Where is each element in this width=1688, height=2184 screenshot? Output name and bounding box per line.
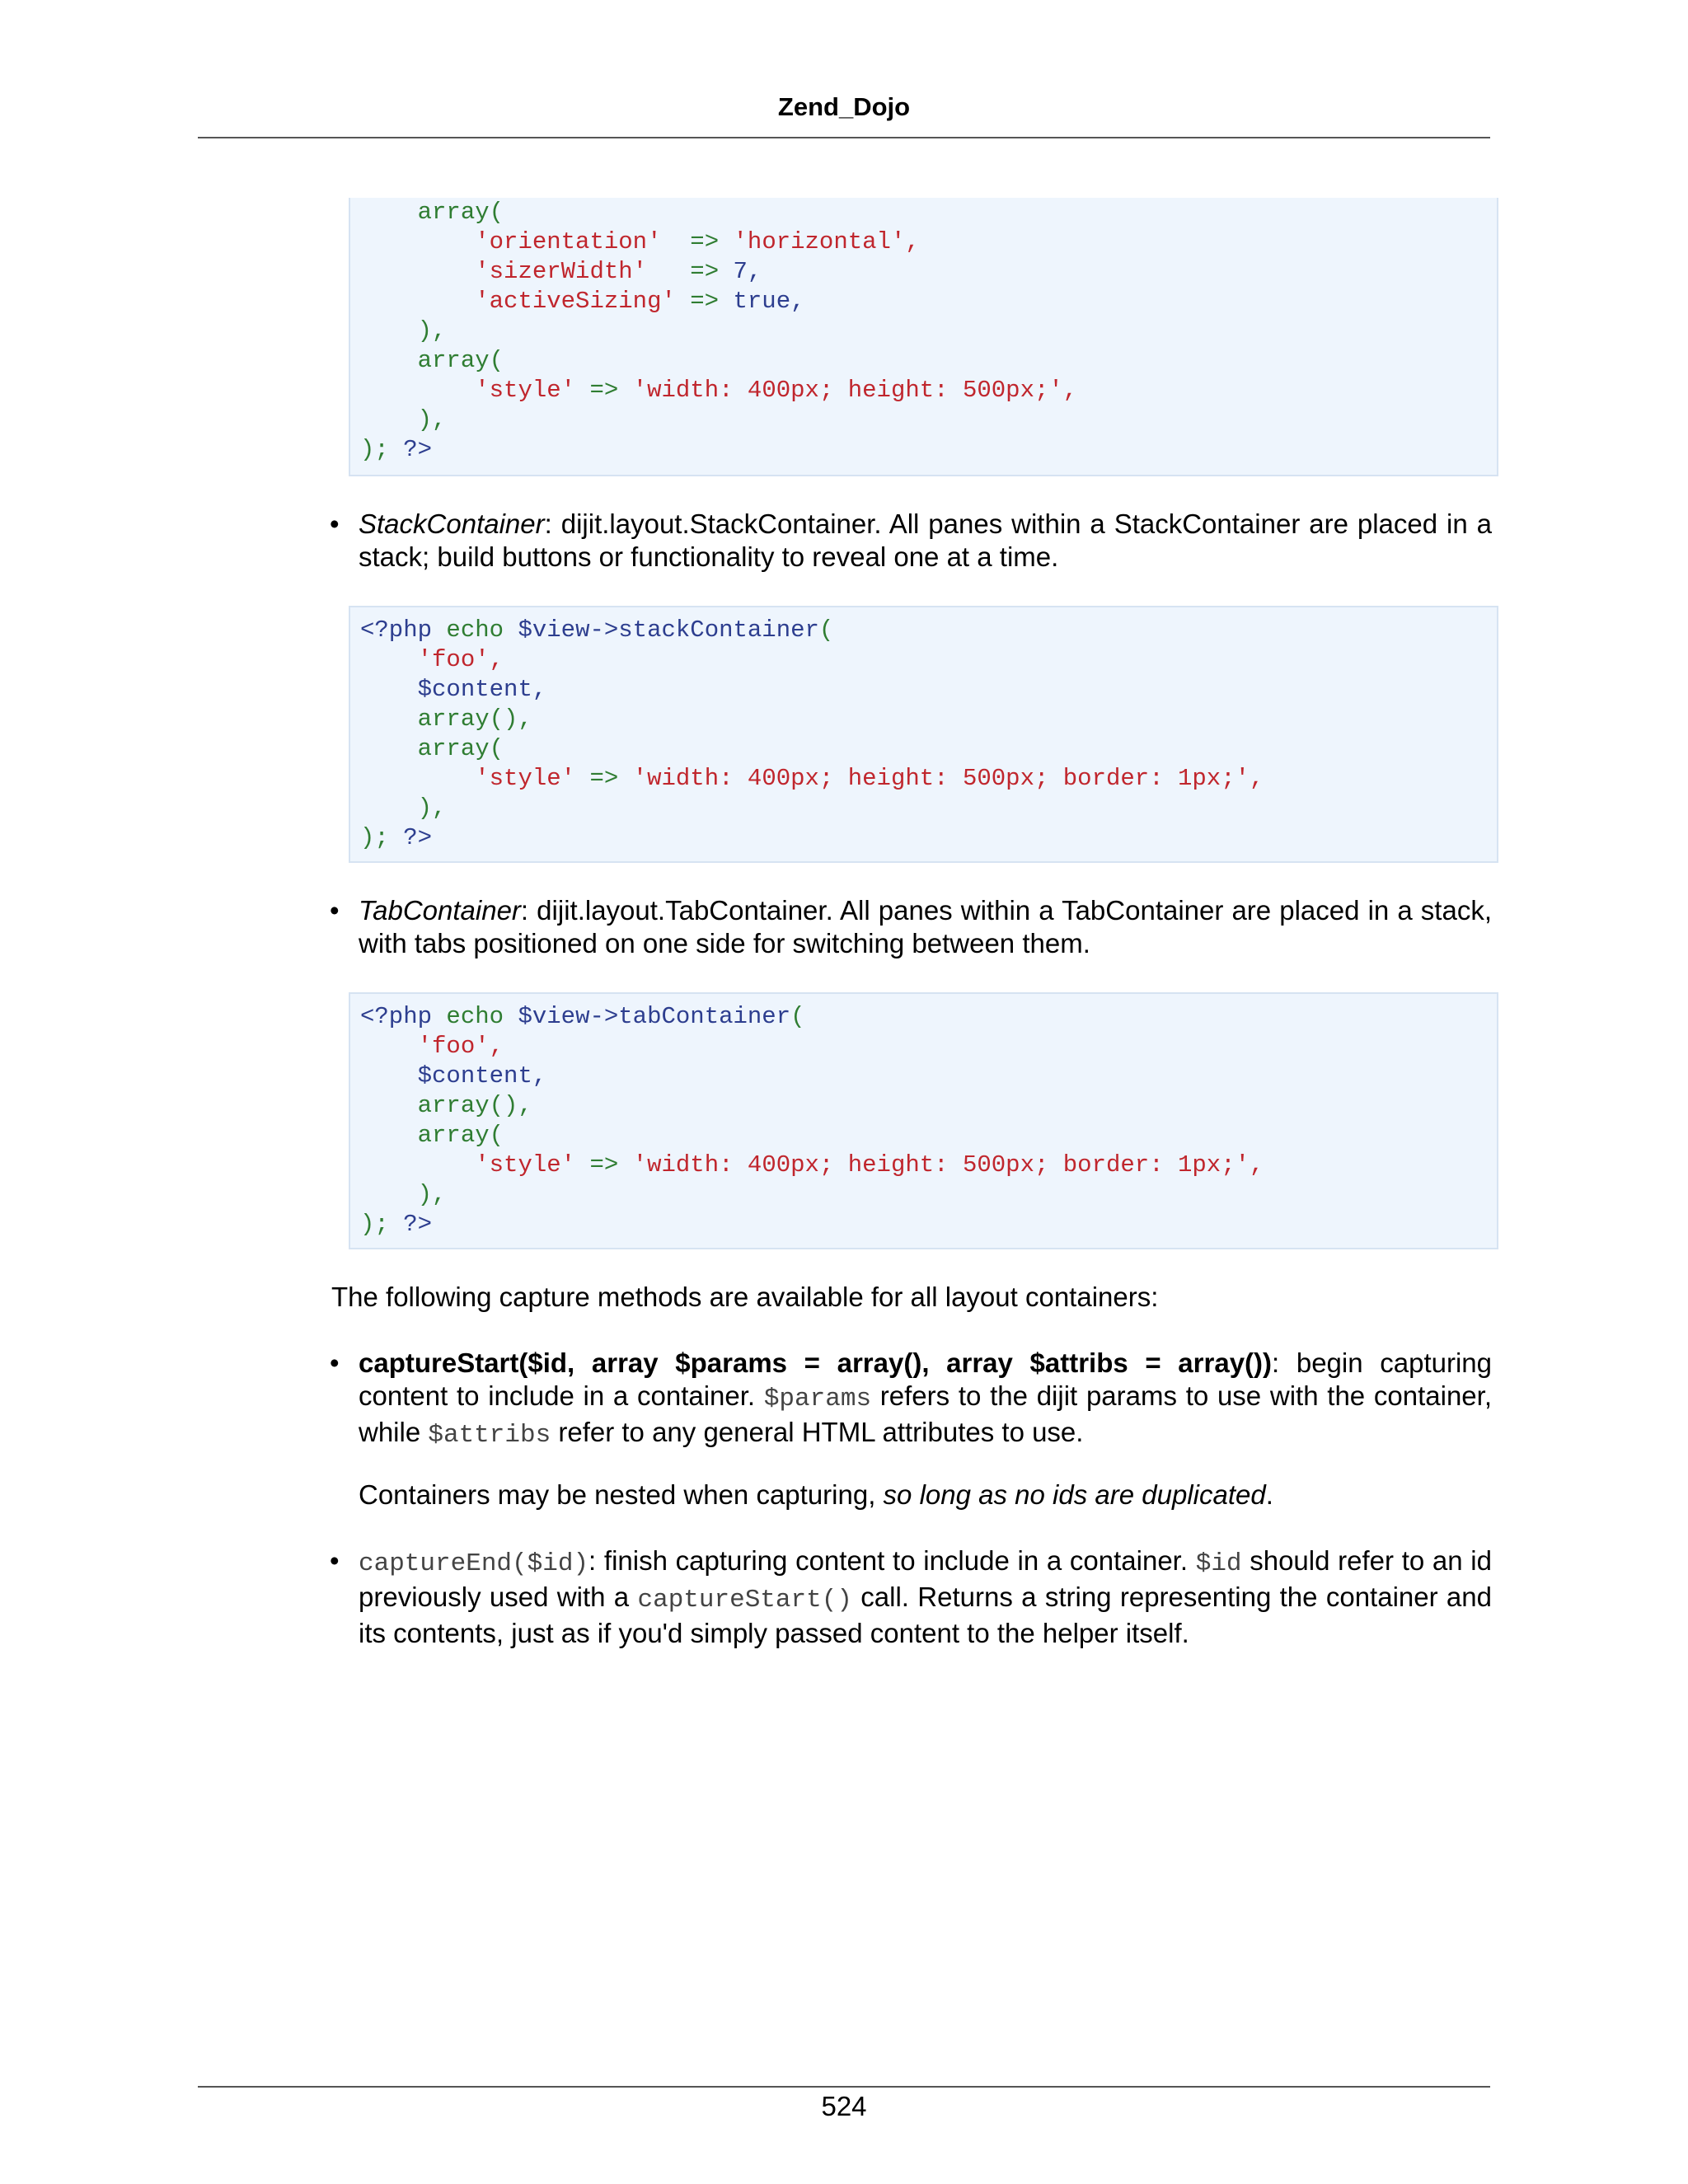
code-token: array( [417,1122,504,1149]
code-token: 'activeSizing' [475,288,676,315]
code-token: => [589,377,619,404]
captureend-text: : finish capturing content to include in a container. [588,1545,1196,1576]
code-inline-capturestart: captureStart() [637,1586,852,1615]
code-block-stackcontainer [349,606,1498,863]
bullet-marker: • [330,509,340,539]
code-token: 'sizerWidth' [475,258,648,285]
bullet-marker: • [330,1347,340,1378]
code-token: 'orientation' [475,228,662,255]
code-inline-attribs: $attribs [428,1421,551,1450]
code-token: ); [360,1211,389,1238]
code-token: echo [446,616,504,644]
code-token: ), [417,317,447,344]
footer-rule [198,2086,1490,2088]
code-token: ( [790,1003,805,1030]
code-token: 'style' [475,1151,576,1179]
code-token: ), [417,1181,447,1208]
code-token: $view->tabContainer [518,1003,791,1030]
term-tabcontainer: TabContainer [359,895,521,926]
code-token: $content, [417,676,547,703]
code-token: <?php [360,1003,433,1030]
capturestart-text: refer to any general HTML attributes to use. [551,1417,1084,1447]
code-token: => [589,1151,619,1179]
code-token: => [589,765,619,792]
code-token: ( [818,616,834,644]
capture-methods-intro: The following capture methods are available for all layout containers: [331,1282,1159,1312]
code-token: array( [417,347,504,374]
code-block-split-container-options [349,198,1498,476]
code-token: <?php [360,616,433,644]
captureend-text: call. Returns a string representing the container and its contents, just as if you'd simply passed content to the helper itself. [359,1582,1492,1648]
nesting-note-text: . [1265,1479,1273,1510]
code-token: 'foo', [417,1033,504,1060]
tabcontainer-description [359,894,1492,960]
code-token: 'style' [475,765,576,792]
code-inline-params: $params [763,1385,872,1413]
code-token: $view->stackContainer [518,616,819,644]
code-token: ), [417,794,447,822]
code-token: $content, [417,1062,547,1090]
code-token: 'foo', [417,646,504,673]
capturestart-text: : begin capturing content to include in a container. [359,1347,1492,1411]
code-token: echo [446,1003,504,1030]
code-inline-id: $id [1195,1549,1242,1578]
nesting-note-text: Containers may be nested when capturing, [359,1479,884,1510]
code-token: ?> [403,1211,433,1238]
code-token: array(), [417,1092,532,1119]
code-token: 7, [733,258,762,285]
tabcontainer-text: : dijit.layout.TabContainer. All panes within a TabContainer are placed in a stack, with tabs positioned on one side for switching between them. [359,895,1492,958]
page-number: 524 [821,2091,867,2121]
code-token: => [690,258,720,285]
term-stackcontainer: StackContainer [359,509,545,539]
code-token: array( [417,735,504,762]
nesting-note [359,1479,1492,1511]
bullet-marker: • [330,1545,340,1576]
code-block-tabcontainer [349,992,1498,1249]
captureend-signature: captureEnd($id) [359,1549,589,1578]
nesting-note-emphasis: so long as no ids are duplicated [883,1479,1266,1510]
code-token: array( [417,199,504,226]
code-token: 'horizontal', [733,228,920,255]
capturestart-text: refers to the dijit params to use with the container, while [359,1380,1492,1447]
captureend-text: should refer to an id previously used with a [359,1545,1492,1612]
capturestart-description [359,1347,1492,1452]
code-token: => [690,288,720,315]
code-token: array(), [417,705,532,733]
code-token: ), [417,406,447,434]
capturestart-signature: captureStart($id, array $params = array(), array $attribs = array()) [359,1347,1273,1378]
code-token: 'width: 400px; height: 500px; border: 1px;', [632,765,1264,792]
code-token: ); [360,824,389,851]
stackcontainer-description [359,508,1492,574]
code-token: => [690,228,720,255]
code-token: 'width: 400px; height: 500px;', [632,377,1078,404]
code-token: 'style' [475,377,576,404]
code-token: true, [733,288,805,315]
code-token: ?> [403,436,433,463]
header-rule [198,137,1490,138]
stackcontainer-text: : dijit.layout.StackContainer. All panes within a StackContainer are placed in a stack; build buttons or functionality to reveal one at a time. [359,509,1492,572]
code-token: ?> [403,824,433,851]
page-header-title: Zend_Dojo [777,92,911,121]
code-token: ); [360,436,389,463]
code-token: 'width: 400px; height: 500px; border: 1px;', [632,1151,1264,1179]
captureend-description [359,1544,1492,1650]
bullet-marker: • [330,895,340,926]
